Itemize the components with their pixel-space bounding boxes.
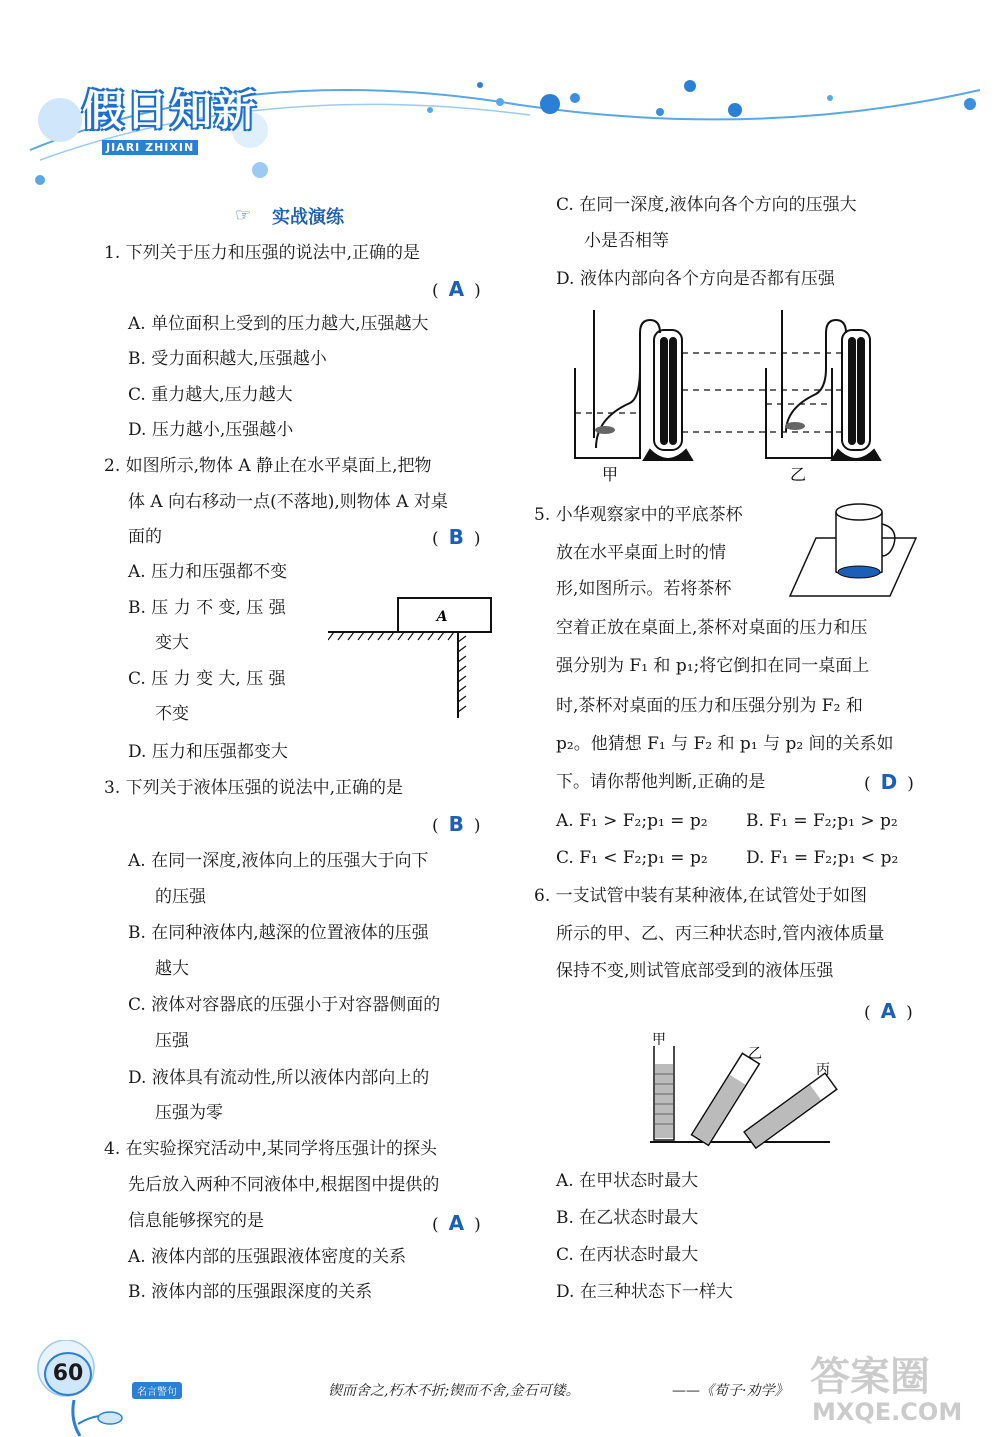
q3-stem: 3. 下列关于液体压强的说法中,正确的是 (104, 778, 404, 798)
q4-stem-line1: 4. 在实验探究活动中,某同学将压强计的探头 (104, 1139, 438, 1159)
q4-stem-line3: 信息能够探究的是 (128, 1211, 264, 1231)
q3-answer: B (448, 812, 464, 836)
q2-stem-line3: 面的 (128, 527, 162, 547)
q6-option-c: C. 在丙状态时最大 (556, 1245, 699, 1265)
q4-figure-label-jia: 甲 (602, 465, 619, 484)
q2-option-c: C. 压 力 变 大, 压 强 (128, 669, 286, 689)
page-number: 60 (44, 1352, 92, 1396)
q5-stem-line5: 强分别为 F₁ 和 p₁;将它倒扣在同一桌面上 (556, 656, 870, 676)
q3-option-b-cont: 越大 (155, 959, 189, 979)
q4-stem-line2: 先后放入两种不同液体中,根据图中提供的 (128, 1175, 440, 1195)
q2-option-b-cont: 变大 (155, 633, 189, 653)
q5-stem-line4: 空着正放在桌面上,茶杯对桌面的压力和压 (556, 618, 868, 638)
q4-figure (570, 308, 900, 488)
q5-stem-line1: 5. 小华观察家中的平底茶杯 (534, 505, 743, 525)
q2-figure (328, 592, 498, 722)
q6-answer: A (880, 999, 897, 1023)
footer-quote: 锲而舍之,朽木不折;锲而不舍,金石可镂。 (328, 1383, 580, 1399)
q1-option-c: C. 重力越大,压力越大 (128, 385, 293, 405)
footer-source: ——《荀子·劝学》 (672, 1383, 789, 1399)
q3-option-b: B. 在同种液体内,越深的位置液体的压强 (128, 923, 429, 943)
section-title: 实战演练 (272, 207, 344, 228)
q6-option-a: A. 在甲状态时最大 (556, 1171, 699, 1191)
q3-option-d: D. 液体具有流动性,所以液体内部向上的 (128, 1068, 430, 1088)
q4-option-c: C. 在同一深度,液体向各个方向的压强大 (556, 195, 857, 215)
watermark-url: MXQE.COM (812, 1398, 963, 1426)
q5-stem-line7: p₂。他猜想 F₁ 与 F₂ 和 p₁ 与 p₂ 间的关系如 (556, 734, 894, 754)
q3-answer-bracket: ( B ) (432, 812, 481, 836)
q1-stem: 1. 下列关于压力和压强的说法中,正确的是 (104, 243, 421, 263)
pointing-hand-icon: ☞ (235, 205, 252, 226)
q1-answer-bracket: ( A ) (432, 277, 481, 301)
q2-option-d: D. 压力和压强都变大 (128, 742, 288, 762)
q3-option-a-cont: 的压强 (155, 887, 206, 907)
q6-stem-line2: 所示的甲、乙、丙三种状态时,管内液体质量 (556, 924, 885, 944)
q6-stem-line3: 保持不变,则试管底部受到的液体压强 (556, 961, 834, 981)
q6-figure-label-bing: 丙 (816, 1062, 830, 1078)
q5-answer: D (880, 770, 898, 794)
q5-figure (786, 496, 926, 598)
q4-answer-bracket: ( A ) (432, 1211, 481, 1235)
q1-option-b: B. 受力面积越大,压强越小 (128, 349, 327, 369)
q1-option-d: D. 压力越小,压强越小 (128, 420, 294, 440)
q4-figure-label-yi: 乙 (790, 465, 807, 484)
q6-option-b: B. 在乙状态时最大 (556, 1208, 699, 1228)
q4-option-d: D. 液体内部向各个方向是否都有压强 (556, 269, 835, 289)
q5-stem-line2: 放在水平桌面上时的情 (556, 543, 726, 563)
footer-tag: 名言警句 (132, 1382, 182, 1399)
q4-option-c-cont: 小是否相等 (584, 231, 669, 251)
q5-option-a: A. F₁ > F₂;p₁ = p₂ (556, 811, 708, 831)
q1-option-a: A. 单位面积上受到的压力越大,压强越大 (128, 314, 429, 334)
q2-answer: B (448, 525, 464, 549)
q3-option-c-cont: 压强 (155, 1031, 189, 1051)
q2-option-b: B. 压 力 不 变, 压 强 (128, 598, 286, 618)
watermark-logo: 答案圈 (810, 1354, 930, 1400)
q3-option-a: A. 在同一深度,液体向上的压强大于向下 (128, 851, 429, 871)
q3-option-c: C. 液体对容器底的压强小于对容器侧面的 (128, 995, 441, 1015)
q5-option-c: C. F₁ < F₂;p₁ = p₂ (556, 848, 708, 868)
q1-answer: A (448, 277, 465, 301)
header-title: 假日知新 (82, 86, 259, 135)
q5-option-b: B. F₁ = F₂;p₁ > p₂ (746, 811, 898, 831)
q3-option-d-cont: 压强为零 (155, 1103, 223, 1123)
q4-option-b: B. 液体内部的压强跟深度的关系 (128, 1282, 373, 1302)
q6-answer-bracket: ( A ) (864, 999, 913, 1023)
q2-figure-label: A (436, 609, 448, 625)
q6-figure-label-yi: 乙 (748, 1046, 762, 1062)
q2-option-c-cont: 不变 (155, 704, 189, 724)
q2-answer-bracket: ( B ) (432, 525, 481, 549)
q5-answer-bracket: ( D ) (864, 770, 914, 794)
q5-stem-line6: 时,茶杯对桌面的压力和压强分别为 F₂ 和 (556, 696, 863, 716)
q6-stem-line1: 6. 一支试管中装有某种液体,在试管处于如图 (534, 886, 868, 906)
q2-option-a: A. 压力和压强都不变 (128, 562, 288, 582)
q5-option-d: D. F₁ = F₂;p₁ < p₂ (746, 848, 899, 868)
q4-option-a: A. 液体内部的压强跟液体密度的关系 (128, 1247, 407, 1267)
q6-option-d: D. 在三种状态下一样大 (556, 1282, 733, 1302)
q5-stem-line8: 下。请你帮他判断,正确的是 (556, 772, 766, 792)
q6-figure (640, 1030, 840, 1150)
q6-figure-label-jia: 甲 (652, 1032, 666, 1048)
q5-stem-line3: 形,如图所示。若将茶杯 (556, 579, 732, 599)
q2-stem-line1: 2. 如图所示,物体 A 静止在水平桌面上,把物 (104, 456, 432, 476)
q2-stem-line2: 体 A 向右移动一点(不落地),则物体 A 对桌 (128, 492, 448, 512)
header-subtitle: JIARI ZHIXIN (102, 140, 198, 155)
q4-answer: A (448, 1211, 465, 1235)
